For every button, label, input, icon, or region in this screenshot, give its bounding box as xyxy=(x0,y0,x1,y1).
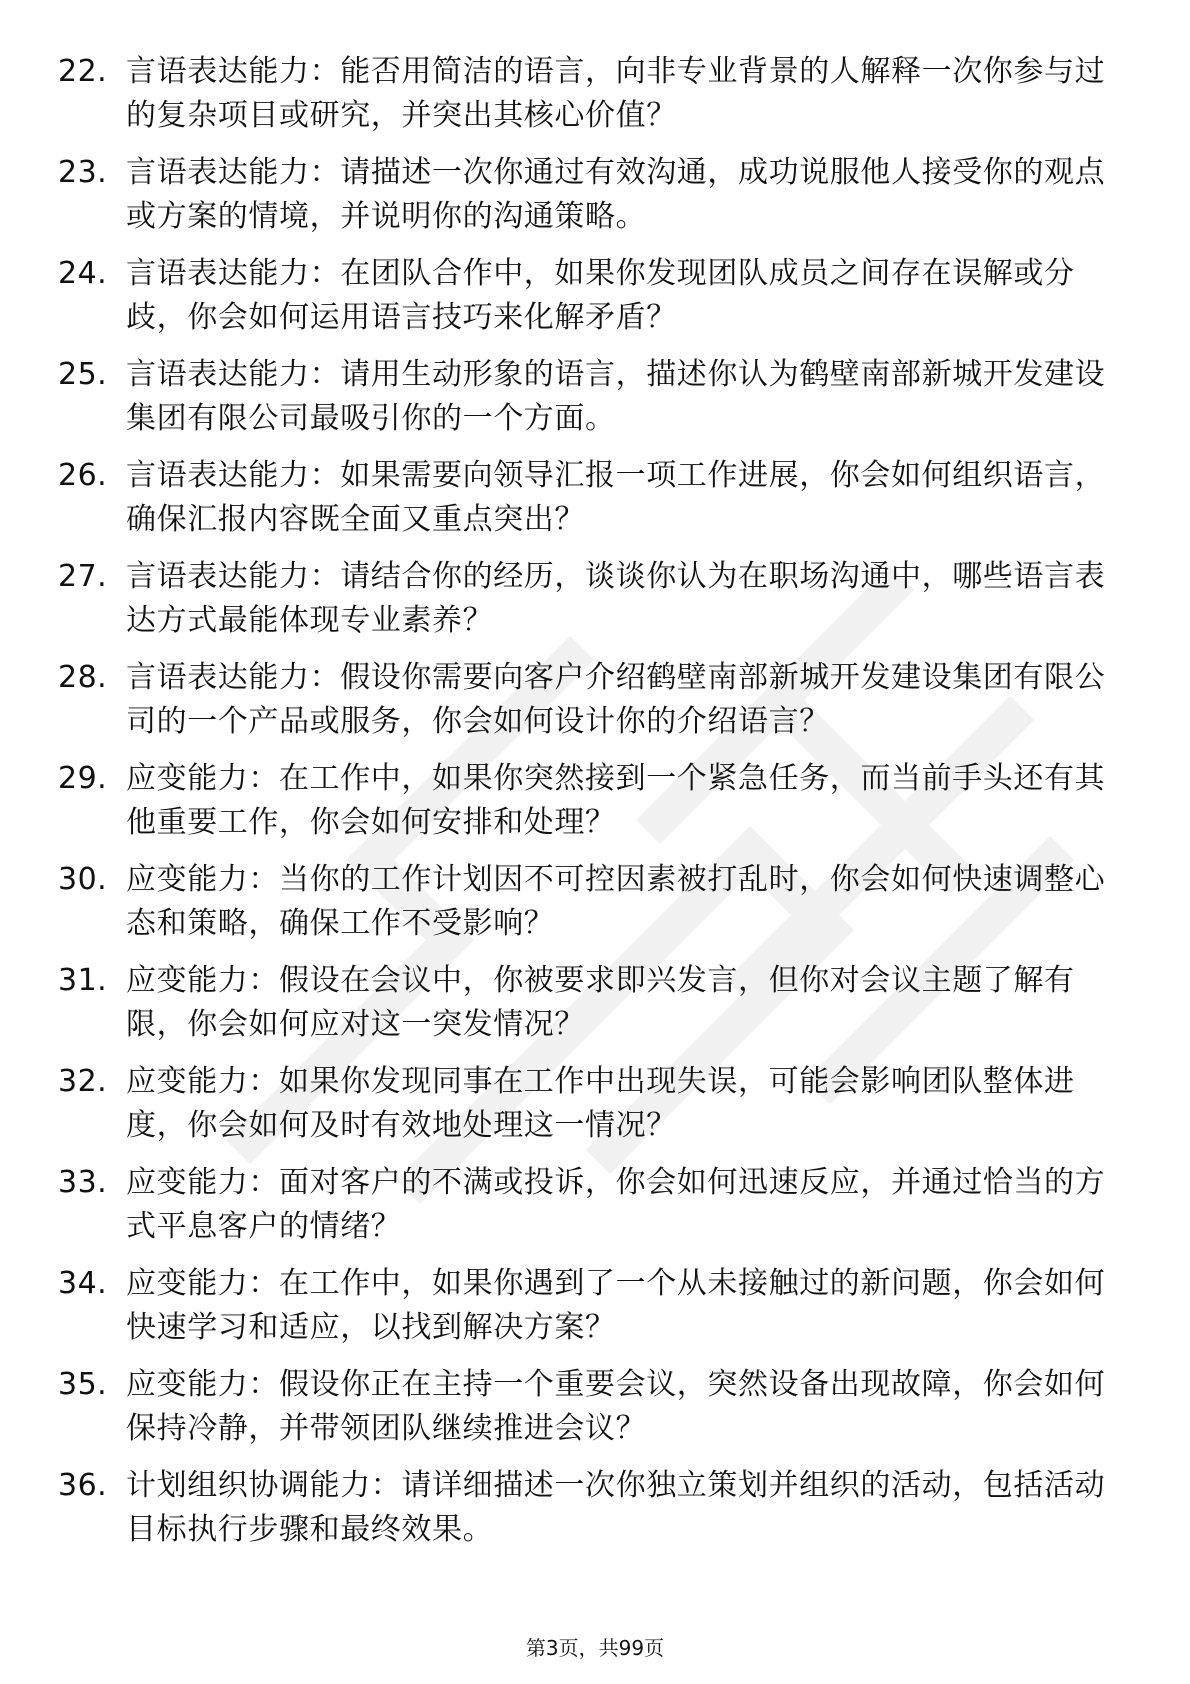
question-text: 言语表达能力：如果需要向领导汇报一项工作进展，你会如何组织语言，确保汇报内容既全面又重点突出？ xyxy=(126,458,1106,537)
question-text: 言语表达能力：能否用简洁的语言，向非专业背景的人解释一次你参与过的复杂项目或研究，并突出其核心价值？ xyxy=(126,54,1106,133)
question-item-34 xyxy=(58,1262,1108,1363)
question-number: 33. xyxy=(58,1165,108,1200)
question-item-22 xyxy=(58,50,1108,151)
question-text: 言语表达能力：在团队合作中，如果你发现团队成员之间存在误解或分歧，你会如何运用语言技巧来化解矛盾？ xyxy=(126,256,1075,335)
question-text: 应变能力：假设在会议中，你被要求即兴发言，但你对会议主题了解有限，你会如何应对这一突发情况？ xyxy=(126,963,1075,1042)
question-text: 言语表达能力：请描述一次你通过有效沟通，成功说服他人接受你的观点或方案的情境，并说明你的沟通策略。 xyxy=(126,155,1106,234)
question-item-28 xyxy=(58,656,1108,757)
question-text: 言语表达能力：请结合你的经历，谈谈你认为在职场沟通中，哪些语言表达方式最能体现专业素养？ xyxy=(126,559,1106,638)
question-item-31 xyxy=(58,959,1108,1060)
question-text: 言语表达能力：假设你需要向客户介绍鹤壁南部新城开发建设集团有限公司的一个产品或服务，你会如何设计你的介绍语言？ xyxy=(126,660,1106,739)
question-number: 23. xyxy=(58,155,108,190)
question-item-24 xyxy=(58,252,1108,353)
question-item-25 xyxy=(58,353,1108,454)
question-number: 24. xyxy=(58,256,108,291)
question-text: 应变能力：在工作中，如果你突然接到一个紧急任务，而当前手头还有其他重要工作，你会如何安排和处理？ xyxy=(126,761,1106,840)
question-text: 应变能力：当你的工作计划因不可控因素被打乱时，你会如何快速调整心态和策略，确保工作不受影响？ xyxy=(126,862,1106,941)
question-number: 31. xyxy=(58,963,108,998)
question-item-33 xyxy=(58,1161,1108,1262)
question-item-27 xyxy=(58,555,1108,656)
question-text: 应变能力：面对客户的不满或投诉，你会如何迅速反应，并通过恰当的方式平息客户的情绪？ xyxy=(126,1165,1106,1244)
question-number: 27. xyxy=(58,559,108,594)
question-number: 32. xyxy=(58,1064,108,1099)
question-number: 35. xyxy=(58,1367,108,1402)
question-number: 36. xyxy=(58,1468,108,1503)
question-text: 计划组织协调能力：请详细描述一次你独立策划并组织的活动，包括活动目标执行步骤和最终效果。 xyxy=(126,1468,1106,1547)
page-footer xyxy=(0,1634,1190,1662)
question-item-35 xyxy=(58,1363,1108,1464)
question-number: 26. xyxy=(58,458,108,493)
question-text: 应变能力：在工作中，如果你遇到了一个从未接触过的新问题，你会如何快速学习和适应，以找到解决方案？ xyxy=(126,1266,1106,1345)
question-list xyxy=(58,50,1108,1565)
question-item-26 xyxy=(58,454,1108,555)
question-number: 29. xyxy=(58,761,108,796)
page-number-label: 第3页，共99页 xyxy=(525,1636,665,1660)
question-item-29 xyxy=(58,757,1108,858)
question-item-23 xyxy=(58,151,1108,252)
question-number: 28. xyxy=(58,660,108,695)
question-text: 应变能力：假设你正在主持一个重要会议，突然设备出现故障，你会如何保持冷静，并带领团队继续推进会议？ xyxy=(126,1367,1106,1446)
question-text: 应变能力：如果你发现同事在工作中出现失误，可能会影响团队整体进度，你会如何及时有效地处理这一情况？ xyxy=(126,1064,1075,1143)
question-number: 34. xyxy=(58,1266,108,1301)
question-text: 言语表达能力：请用生动形象的语言，描述你认为鹤壁南部新城开发建设集团有限公司最吸引你的一个方面。 xyxy=(126,357,1106,436)
question-number: 22. xyxy=(58,54,108,89)
question-number: 30. xyxy=(58,862,108,897)
question-item-30 xyxy=(58,858,1108,959)
question-item-32 xyxy=(58,1060,1108,1161)
question-item-36 xyxy=(58,1464,1108,1565)
question-number: 25. xyxy=(58,357,108,392)
